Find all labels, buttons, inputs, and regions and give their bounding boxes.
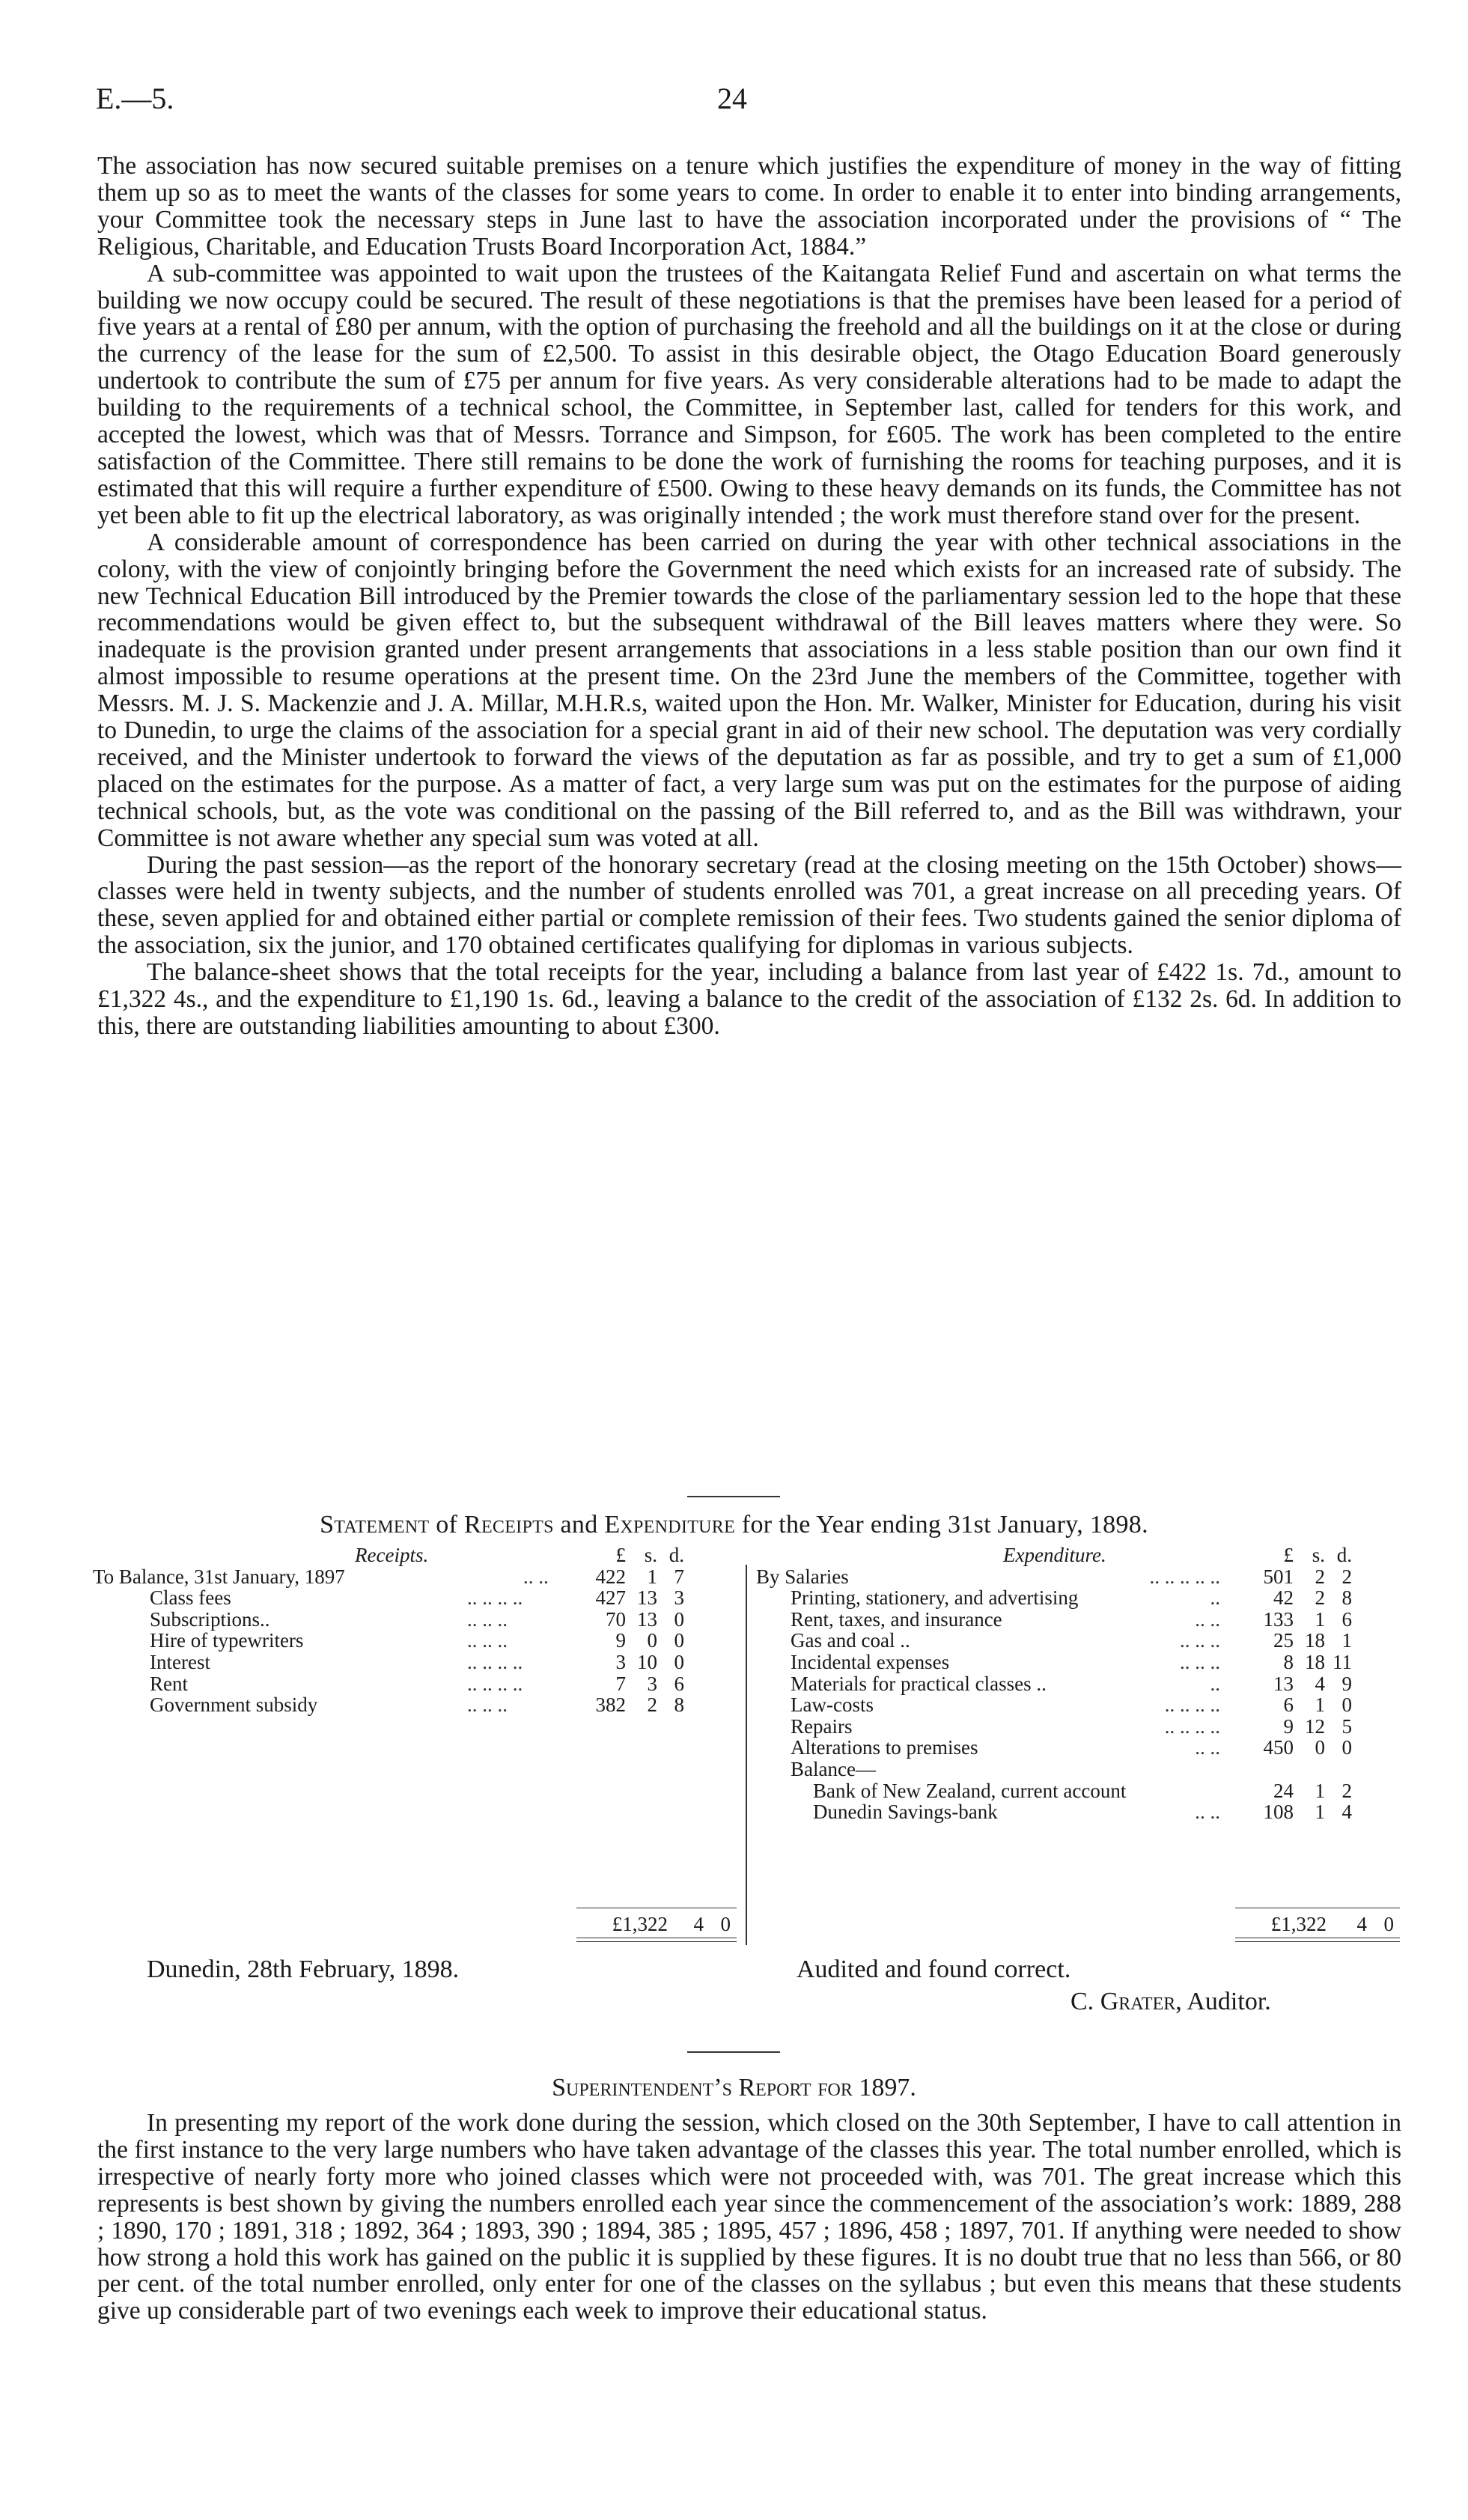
receipts-row [93, 1652, 744, 1673]
paragraph-sub-committee: A sub-committee was appointed to wait upon the trustees of the Kaitangata Relief Fund and ascertain on what terms the building we now occupy could be secured. The result of these negotiations is that the premises have been leased for a period of five years at a rental of £80 per annum, with the option of purchasing the freehold and all the buildings on it at the close or during the currency of the lease for the sum of £2,500. To assist in this desirable object, the Otago Education Board generously undertook to contribute the sum of £75 per annum for five years. As very considerable alterations had to be made to adapt the building to the requirements of a technical school, the Committee, in September last, called for tenders for this work, and accepted the lowest, which was that of Messrs. Torrance and Simpson, for £605. The work has been completed to the entire satisfaction of the Committee. There still remains to be done the work of furnishing the rooms for teaching purposes, and it is estimated that this will require a further expenditure of £500. Owing to these heavy demands on its funds, the Committee has not yet been able to fit up the electrical laboratory, as was originally intended ; the work must therefore stand over for the present. [97, 259, 1401, 529]
expenditure-pounds: 42 [1273, 1586, 1294, 1610]
expenditure-shillings: 18 [1305, 1629, 1325, 1652]
expenditure-label: Bank of New Zealand, current account [813, 1779, 1127, 1802]
leader-dots: .. [1210, 1586, 1220, 1610]
expenditure-pence: 9 [1341, 1672, 1352, 1695]
superintendent-report-title: Superintendent’s Report for 1897. [552, 2074, 916, 2101]
receipt-shillings: 0 [647, 1629, 657, 1652]
expenditure-row [756, 1759, 1400, 1780]
receipts-header-row [93, 1544, 744, 1566]
expenditure-table [756, 1544, 1400, 1823]
paragraph-correspondence: A considerable amount of correspondence has been carried on during the year with other technical associations in the colony, with the view of conjointly bringing before the Government the need which exists for an increased rate of subsidy. The new Technical Education Bill introduced by the Premier towards the close of the parliamentary session led to the hope that these recommendations would be given effect to, but the subsequent withdrawal of the Bill leaves matters where they were. So inadequate is the provision granted under present arrangements that associations in a less stable position than our own find it almost impossible to resume operations at the present time. On the 23rd June the members of the Committee, together with Messrs. M. J. S. Mackenzie and J. A. Millar, M.H.R.s, waited upon the Hon. Mr. Walker, Minister for Education, during his visit to Dunedin, to urge the claims of the association for a special grant in aid of their new school. The deputation was very cordially received, and the Minister undertook to forward the views of the deputation as far as possible, and try to get a sum of £1,000 placed on the estimates for the purpose. As a matter of fact, a very large sum was put on the estimates for the purpose of aiding technical schools, but, as the vote was conditional on the passing of the Bill referred to, and as the Bill was withdrawn, your Committee is not aware whether any special sum was voted at all. [97, 528, 1401, 852]
expenditure-pence: 11 [1333, 1650, 1352, 1673]
pence-heading: d. [668, 1544, 684, 1566]
receipt-shillings: 10 [637, 1650, 657, 1673]
expenditure-pence: 2 [1341, 1779, 1352, 1802]
expenditure-shillings: 0 [1315, 1736, 1325, 1759]
receipt-shillings: 1 [647, 1565, 657, 1588]
superintendent-report-body [97, 2110, 1401, 2325]
expenditure-pence: 6 [1341, 1607, 1352, 1631]
expenditure-total-shillings: 4 [1356, 1913, 1367, 1935]
receipt-label: Interest [150, 1650, 210, 1673]
expenditure-heading: Expenditure. [1003, 1544, 1106, 1566]
expenditure-shillings: 2 [1315, 1586, 1325, 1610]
expenditure-pence: 2 [1341, 1565, 1352, 1588]
leader-dots: .. .. [1195, 1736, 1220, 1759]
leader-dots: .. .. .. [467, 1607, 508, 1631]
receipt-pence: 0 [674, 1650, 684, 1673]
leader-dots: .. .. .. .. [467, 1586, 523, 1610]
section-divider-2 [687, 2051, 780, 2053]
paragraph-past-session: During the past session—as the report of the honorary secretary (read at the closing meeting on the 15th October) shows—classes were held in twenty subjects, and the number of students enrolled was 701, a great increase on all preceding years. Of these, seven applied for and obtained either partial or complete remission of their fees. Two students gained the senior diploma of the association, six the junior, and 170 obtained certificates qualifying for diplomas in various subjects. [97, 850, 1401, 960]
expenditure-row [756, 1609, 1400, 1631]
receipts-total-pounds: £1,322 [612, 1913, 668, 1935]
expenditure-row [756, 1801, 1400, 1823]
leader-dots: .. .. .. .. [1164, 1693, 1220, 1717]
expenditure-row [756, 1566, 1400, 1588]
expenditure-pounds: 450 [1263, 1736, 1294, 1759]
expenditure-pence: 0 [1341, 1693, 1352, 1717]
expenditure-pounds: 108 [1263, 1801, 1294, 1824]
expenditure-row [756, 1737, 1400, 1759]
receipts-total [576, 1914, 741, 1935]
expenditure-shillings: 1 [1315, 1607, 1325, 1631]
expenditure-pounds: 25 [1273, 1629, 1294, 1652]
receipts-heading: Receipts. [355, 1544, 429, 1566]
receipt-pence: 8 [674, 1693, 684, 1717]
expenditure-pounds: 24 [1273, 1779, 1294, 1802]
receipt-shillings: 3 [647, 1672, 657, 1695]
receipt-label: Government subsidy [150, 1693, 318, 1717]
pounds-heading: £ [1283, 1544, 1294, 1566]
receipt-pounds: 3 [615, 1650, 626, 1673]
receipt-shillings: 13 [637, 1586, 657, 1610]
shillings-heading: s. [1312, 1544, 1325, 1566]
expenditure-label: Alterations to premises [791, 1736, 978, 1759]
receipts-total-rule-bottom-2 [576, 1941, 737, 1942]
expenditure-pounds: 13 [1273, 1672, 1294, 1695]
leader-dots: .. .. .. [467, 1629, 508, 1652]
leader-dots: .. .. [523, 1565, 549, 1588]
leader-dots: .. .. .. [467, 1693, 508, 1717]
expenditure-row [756, 1694, 1400, 1716]
receipt-pence: 6 [674, 1672, 684, 1695]
expenditure-shillings: 1 [1315, 1779, 1325, 1802]
expenditure-pounds: 133 [1263, 1607, 1294, 1631]
receipt-pounds: 70 [606, 1607, 626, 1631]
table-column-divider [746, 1565, 747, 1945]
leader-dots: .. .. .. .. [1164, 1714, 1220, 1738]
paragraph-superintendent: In presenting my report of the work done during the session, which closed on the 30th September, I have to call attention in the first instance to the very large numbers who have taken advantage of the classes this year. The total number enrolled, which is irrespective of nearly forty more who joined classes which were not proceeded with, was 701. The great increase which this represents is best shown by giving the numbers enrolled each year since the commencement of the association’s work: 1889, 288 ; 1890, 170 ; 1891, 318 ; 1892, 364 ; 1893, 390 ; 1894, 385 ; 1895, 457 ; 1896, 458 ; 1897, 701. If anything were needed to show how strong a hold this work has gained on the public it is supplied by these figures. It is no doubt true that no less than 566, or 80 per cent. of the total number enrolled, only enter for one of the classes on the syllabus ; but even this means that these students give up considerable part of two evenings each week to improve their educational status. [97, 2109, 1401, 2325]
expenditure-shillings: 12 [1305, 1714, 1325, 1738]
receipt-pence: 0 [674, 1607, 684, 1631]
expenditure-pounds: 8 [1283, 1650, 1294, 1673]
receipts-row [93, 1694, 744, 1716]
receipts-total-pence: 0 [720, 1913, 731, 1935]
receipt-pounds: 422 [595, 1565, 626, 1588]
receipts-total-shillings: 4 [693, 1913, 704, 1935]
document-code: E.—5. [96, 82, 174, 115]
expenditure-label: Repairs [791, 1714, 853, 1738]
auditor-signature: C. Grater, Auditor. [1070, 1988, 1271, 2015]
expenditure-total [1235, 1914, 1400, 1935]
pounds-heading: £ [615, 1544, 626, 1566]
page-number: 24 [717, 82, 747, 115]
receipts-row [93, 1673, 744, 1695]
receipts-row [93, 1630, 744, 1652]
receipt-pence: 7 [674, 1565, 684, 1588]
expenditure-row [756, 1716, 1400, 1738]
leader-dots: .. .. .. .. [467, 1672, 523, 1695]
expenditure-label: By Salaries [756, 1565, 849, 1588]
receipt-label: To Balance, 31st January, 1897 [93, 1565, 345, 1588]
receipt-label: Rent [150, 1672, 188, 1695]
expenditure-label: Gas and coal .. [791, 1629, 910, 1652]
expenditure-pence: 4 [1341, 1801, 1352, 1824]
leader-dots: .. .. [1195, 1607, 1220, 1631]
expenditure-label: Dunedin Savings-bank [813, 1801, 998, 1824]
receipts-table [93, 1544, 744, 1716]
leader-dots: .. [1210, 1672, 1220, 1695]
receipt-pence: 3 [674, 1586, 684, 1610]
report-body [97, 153, 1401, 1040]
expenditure-pence: 1 [1341, 1629, 1352, 1652]
expenditure-shillings: 1 [1315, 1801, 1325, 1824]
expenditure-shillings: 18 [1305, 1650, 1325, 1673]
expenditure-row [756, 1587, 1400, 1609]
page-header [96, 81, 1398, 126]
place-date: Dunedin, 28th February, 1898. [147, 1956, 460, 1983]
receipt-shillings: 2 [647, 1693, 657, 1717]
receipt-pence: 0 [674, 1629, 684, 1652]
receipt-shillings: 13 [637, 1607, 657, 1631]
expenditure-row [756, 1652, 1400, 1673]
expenditure-total-pence: 0 [1383, 1913, 1394, 1935]
receipt-pounds: 7 [615, 1672, 626, 1695]
paragraph-premises: The association has now secured suitable premises on a tenure which justifies the expenditure of money in the way of fitting them up so as to meet the wants of the classes for some years to come. In order to enable it to enter into binding arrangements, your Committee took the necessary steps in June last to have the association incorporated under the provisions of “ The Religious, Charitable, and Education Trusts Board Incorporation Act, 1884.” [97, 152, 1401, 261]
section-divider [687, 1496, 780, 1497]
expenditure-shillings: 4 [1315, 1672, 1325, 1695]
expenditure-total-rule-bottom-2 [1235, 1941, 1400, 1942]
receipts-row [93, 1587, 744, 1609]
paragraph-balance-sheet: The balance-sheet shows that the total receipts for the year, including a balance from last year of £422 1s. 7d., amount to £1,322 4s., and the expenditure to £1,190 1s. 6d., leaving a balance to the credit of the association of £132 2s. 6d. In addition to this, there are outstanding liabilities amounting to about £300. [97, 958, 1401, 1040]
shillings-heading: s. [644, 1544, 657, 1566]
leader-dots: .. .. [1195, 1801, 1220, 1824]
expenditure-pounds: 6 [1283, 1693, 1294, 1717]
expenditure-label: Law-costs [791, 1693, 874, 1717]
expenditure-pence: 5 [1341, 1714, 1352, 1738]
receipt-label: Hire of typewriters [150, 1629, 304, 1652]
expenditure-label: Balance— [791, 1757, 876, 1780]
expenditure-label: Materials for practical classes .. [791, 1672, 1047, 1695]
expenditure-header-row [756, 1544, 1400, 1566]
pence-heading: d. [1336, 1544, 1352, 1566]
expenditure-label: Rent, taxes, and insurance [791, 1607, 1002, 1631]
receipt-pounds: 9 [615, 1629, 626, 1652]
receipt-label: Class fees [150, 1586, 231, 1610]
statement-title: Statement of Receipts and Expenditure for the Year ending 31st January, 1898. [320, 1511, 1148, 1539]
receipts-row [93, 1609, 744, 1631]
expenditure-pounds: 9 [1283, 1714, 1294, 1738]
expenditure-pence: 0 [1341, 1736, 1352, 1759]
leader-dots: .. .. .. .. .. [1149, 1565, 1220, 1588]
expenditure-label: Printing, stationery, and advertising [791, 1586, 1079, 1610]
leader-dots: .. .. .. [1180, 1629, 1220, 1652]
receipt-pounds: 382 [595, 1693, 626, 1717]
expenditure-row [756, 1630, 1400, 1652]
leader-dots: .. .. .. .. [467, 1650, 523, 1673]
expenditure-label: Incidental expenses [791, 1650, 950, 1673]
expenditure-shillings: 1 [1315, 1693, 1325, 1717]
expenditure-total-pounds: £1,322 [1270, 1913, 1327, 1935]
expenditure-row [756, 1780, 1400, 1802]
leader-dots: .. .. .. [1180, 1650, 1220, 1673]
expenditure-shillings: 2 [1315, 1565, 1325, 1588]
expenditure-pence: 8 [1341, 1586, 1352, 1610]
expenditure-pounds: 501 [1263, 1565, 1294, 1588]
receipts-row [93, 1566, 744, 1588]
receipt-pounds: 427 [595, 1586, 626, 1610]
expenditure-row [756, 1673, 1400, 1695]
receipt-label: Subscriptions.. [150, 1607, 270, 1631]
audit-statement: Audited and found correct. [797, 1956, 1071, 1983]
